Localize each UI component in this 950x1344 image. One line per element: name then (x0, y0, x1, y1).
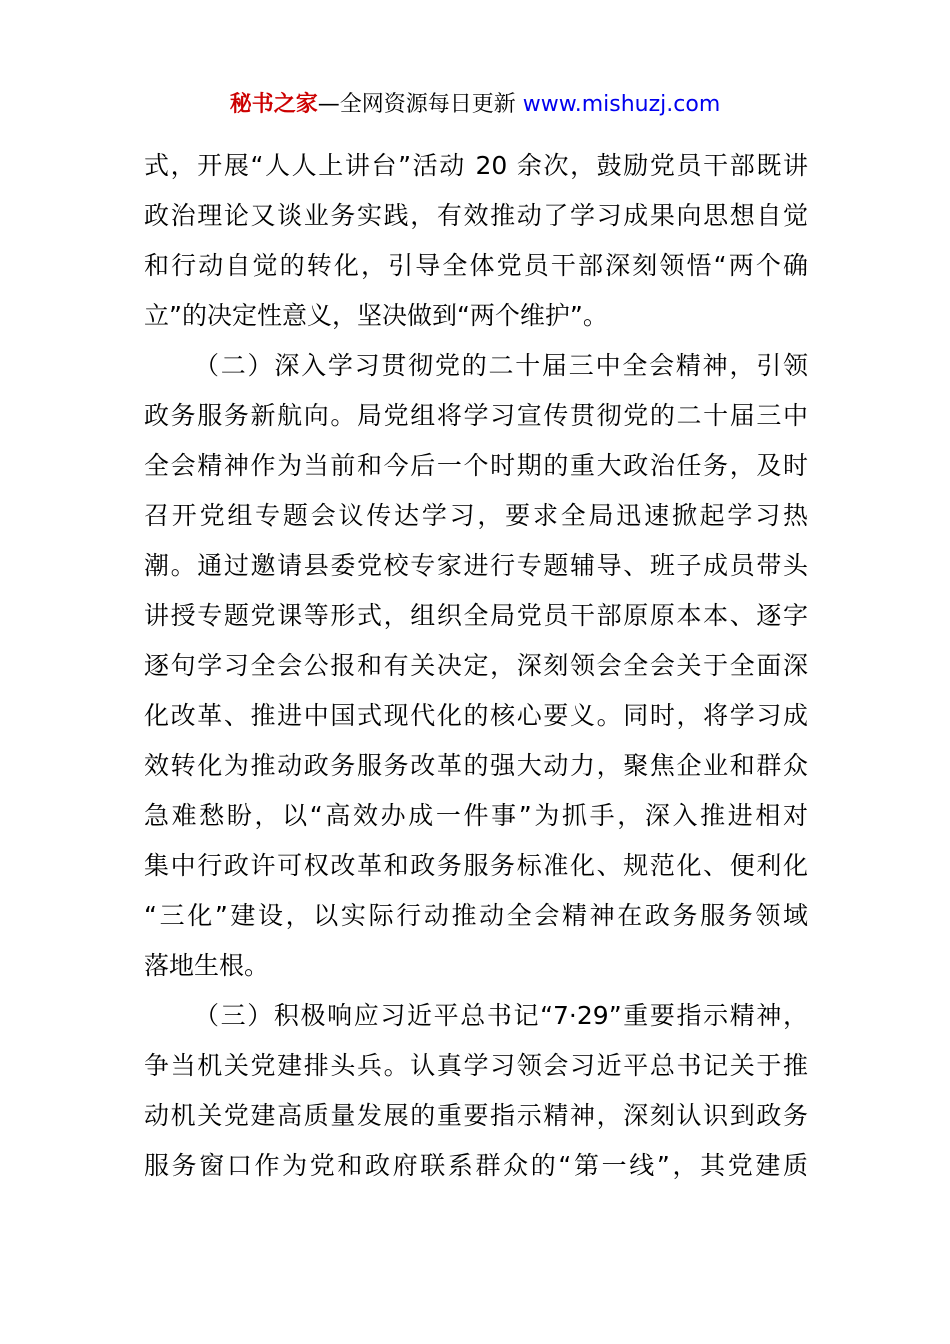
text-line: 式，开展“人人上讲台”活动 20 余次，鼓励党员干部既讲 (144, 151, 808, 180)
text-line: 动机关党建高质量发展的重要指示精神，深刻认识到政务 (144, 1101, 808, 1130)
text-line: 潮。通过邀请县委党校专家进行专题辅导、班子成员带头 (144, 551, 808, 580)
text-line: 落地生根。 (144, 951, 270, 980)
text-line: 讲授专题党课等形式，组织全局党员干部原原本本、逐字 (144, 601, 808, 630)
text-line: 集中行政许可权改革和政务服务标准化、规范化、便利化 (144, 851, 808, 880)
text-line: 效转化为推动政务服务改革的强大动力，聚焦企业和群众 (144, 751, 808, 780)
text-line: 政务服务新航向。局党组将学习宣传贯彻党的二十届三中 (144, 401, 808, 430)
text-line: 政治理论又谈业务实践，有效推动了学习成果向思想自觉 (144, 201, 808, 230)
text-line: 召开党组专题会议传达学习，要求全局迅速掀起学习热 (144, 501, 808, 530)
text-line: 化改革、推进中国式现代化的核心要义。同时，将学习成 (144, 701, 808, 730)
page-header (0, 88, 950, 122)
text-line: “三化”建设，以实际行动推动全会精神在政务服务领域 (144, 901, 808, 930)
section-heading-line: （二）深入学习贯彻党的二十届三中全会精神，引领 (194, 351, 808, 380)
header-slogan: —全网资源每日更新 (317, 92, 516, 117)
section-heading-line: （三）积极响应习近平总书记“7·29”重要指示精神， (194, 1001, 808, 1030)
text-line: 全会精神作为当前和今后一个时期的重大政治任务，及时 (144, 451, 808, 480)
text-line: 服务窗口作为党和政府联系群众的“第一线”，其党建质 (144, 1151, 808, 1180)
site-url-link[interactable]: www.mishuzj.com (522, 92, 721, 117)
text-line: 和行动自觉的转化，引导全体党员干部深刻领悟“两个确 (144, 251, 808, 280)
brand-name: 秘书之家 (229, 92, 318, 117)
text-line: 逐句学习全会公报和有关决定，深刻领会全会关于全面深 (144, 651, 808, 680)
document-body (144, 146, 808, 1196)
text-line: 立”的决定性意义，坚决做到“两个维护”。 (144, 301, 608, 330)
text-line: 急难愁盼，以“高效办成一件事”为抓手，深入推进相对 (144, 801, 808, 830)
text-line: 争当机关党建排头兵。认真学习领会习近平总书记关于推 (144, 1051, 808, 1080)
